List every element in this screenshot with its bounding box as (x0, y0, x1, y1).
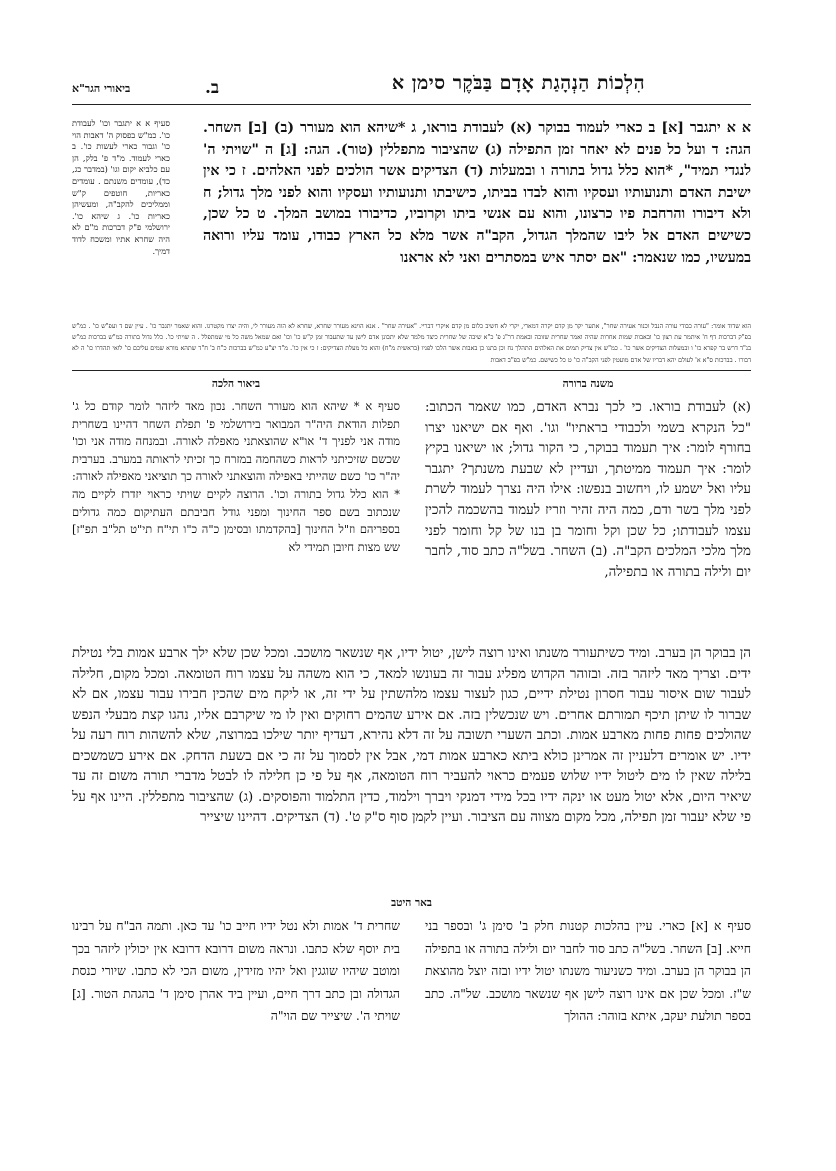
mishna-berura-heading: משנה ברורה (562, 378, 614, 390)
side-commentary: סעיף א א יתגבר וכו' לעבודת כו'. כמ"ש בפסוק ה' דאבות הוי כו' וגבור כארי לעשות כו'. ב כארי לעמוד. מ"ד פ' בלק, הן עם כלביא יקום וגו' (במדבר כג, כד), עומדים משנתם . עומדים כאריות, חוטפים ק"ש וממליכים להקב"ה, ומעשיהן כאריות כו'. ג שיהא כו'. ירושלמי פ"ק דברכות מ"ם לא היה שחרא אתיו ומשכח לדוד דמיך. (72, 118, 170, 256)
page-number: ב. (205, 78, 220, 98)
main-text: א א יתגבר [א] ב כארי לעמוד בבוקר (א) לעבודת בוראו, ג *שיהא הוא מעורר (ב) [ב] השחר. הגה: ד ועל כל פנים לא יאחר זמן התפילה (ג) שהציבור מתפללין (טור). הגה: [ג] ה "שויתי ה' לנגדי תמיד", *הוא כלל גדול בתורה ו ובמעלות (ד) הצדיקים אשר הולכים לפני האלהים. ז כי אין ישיבת האדם ותנועותיו ועסקיו והוא לבדו בביתו, כישיבתו ותנועותיו ועסקיו והוא לפני מלך גדול; ח ולא דיבורו והרחבת פיו כרצונו, והוא עם אנשי ביתו וקרוביו, כדיבורו במושב המלך. ט כל שכן, כשישים האדם אל ליבו שהמלך הגדול, הקב"ה אשר מלא כל הארץ כבודו, עומד עליו ורואה במעשיו, כמו שנאמר: "אם יסתר איש במסתרים ואני לא אראנו (203, 120, 751, 266)
biur-halacha-heading: ביאור הלכה (211, 378, 261, 390)
baer-heitev-heading: באר היטב (391, 897, 432, 909)
mishna-berura-text: (א) לעבודת בוראו. כי לכך נברא האדם, כמו שאמר הכתוב: "כל הנקרא בשמי ולכבודי בראתיו" וגו'. ואף אם ישיאנו יצרו בחורף לומר: איך תעמוד בבוקר, כי הקור גדול; או ישיאנו בקיץ לומר: איך תעמוד ממיטתך, ועדיין לא שבעת משנתך? יתגבר עליו ואל ישמע לו, ויחשוב בנפשו: אילו היה נצרך לעמוד לשרת לפני מלך בשר ודם, כמה היה זהיר וזריז לעמוד בהשכמה להכין עצמו לעבודתו; כל שכן וקל וחומר בן בנו של קל וחומר לפני מלך מלכי המלכים הקב"ה. (ב) השחר. בשל"ה כתב סוד, לחבר יום ולילה בתורה או בתפילה, (425, 400, 751, 580)
section-rule (72, 370, 751, 371)
mishna-berura-continuation: הן בבוקר הן בערב. ומיד כשיתעורר משנתו ואינו רוצה לישן, יטול ידיו, אף שנשאר מושכב. ומכל שכן שלא ילך ארבע אמות בלי נטילת ידים. וצריך מאד ליזהר בזה. ובזוהר הקדוש מפליג עבור זה בעונשו למאד, כי הוא משהה על עצמו רוח הטומאה. ומכל מקום, חלילה לעבור שום איסור עבור חסרון נטילת ידיים, כגון לעצור עצמו מלהשתין על ידי זה, או ליקח מים שהכין חבירו עבור עצמו, אם לא שברור לו שיתן תיכף תמורתם אחרים. ויש שנכשלין בזה. אם אירע שהמים רחוקים ואין לו מי שיקרבם אליו, נהגו קצת מבעלי הנפש שהולכים פחות פחות מארבע אמות. וכתב השערי תשובה על זה דלא נהירא, דעדיף יותר שילכו במרוצה, שלא להשהות רוח רעה על ידיו. יש אומרים דלעניין זה אמרינן כולא ביתא כארבע אמות דמי, אבל אין לסמוך על זה כי אם בשעת הדחק. אם אירע כשמשכים בלילה שאין לו מים ליטול ידיו שלוש פעמים כראוי להעביר רוח הטומאה, אף על פי כן חלילה לו לבטל מדברי תורה משום זה עד שיאיר היום, אלא יטול מעט או ינקה ידיו בכל מידי דמנקי ויברך וילמוד, כדין התלמוד והפוסקים. (ג) שהציבור מתפללין. היינו אף על פי שלא יעבור זמן תפילה, מכל מקום מצווה עם הציבור. ועיין לקמן סוף ס"ק ט'. (ד) הצדיקים. דהיינו שיצייר (72, 646, 751, 825)
header-rule (72, 104, 751, 105)
page-title: הִלְכוֹת הַנְהָגַת אָדָם בַּבֹּקֶר סימן א (391, 72, 645, 94)
small-notes: הוא שדוד אומר: "עורה כבודי עורה הנבל וכנור אעירה שחר", אתער יקר מן קדם יקרה דמארי, יקרי לא חשיב כלום מן קדם איקרי דבריי. "אעירה שחר" . אנא הוינא מעורר שחרא, שחרא לא הוה מעורר לי, והיה יצרו מקטרגו. והוא שאמר יתגבר כו' . עיין שם ד ועפ"ש כו' . כמ"ש בפ"ק דברכות דף ח' איתמר עת רצון כו' ובאבות שמות אחרות שהיה ואמר שחרית שזוכה ובאמת דר"ג פ' כ"א שיבה של שחרית כיצד מלמד שלא יתבונן אדם לישן עד שתעבור זמן ק"ש כו' וכו' ואם שמאל משה כל מי שמתפלל . ה שויתי כו'. כלל גדול בתורה כמ"ש בברכות כמ"ש בנ"ד דרש בר קפרא כו' ו ובמעלות הצדיקים אשר כו' . כמ"ש אין צדיק תמים את האלהים התהלך נח וכן בתנו כן באבות אשר הלכו לפניו (בראשית מ"ח) והוא כל מעלת הצדיקים: ז כי אין כו'. מ"ד יצ"ע כמ"ש בברכות כ"ח ב' ח"ד שתהא מורא שמים עליכם כו' לואי תהדרו כו' ה לא דבורו . בברכות ס"א א' לעולם יהא דבריו של אדם מועטין לפני הקב"ה כו' ט כל כשישם. כמ"ש בפ"ב דאבות (72, 323, 751, 364)
biur-halacha-text: סעיף א * שיהא הוא מעורר השחר. נכון מאד ליזהר לומר קודם כל ג' תפלות הודאת היה"ר המבואר בירושלמי פ' תפלת השחר דהיינו בשחרית מודה אני לפניך ד' או"א שהוצאתני מאפלה לאורה. ובמנחה מודה אני וכו' שכשם שזיכיתני לראות כשהחמה במזרח כך זכיתי לראותה במערב. בערבית יה"ר כו' כשם שהייתי באפילה והוצאתני לאורה כך תוציאני מאפילה לאורה: * הוא כלל גדול בתורה וכו'. הרוצה לקיים שויתי כראוי יזדרז לקיים מה שנכתוב בשם ספר החינוך ומפני גודל חביבתם העתיקום כמה גדולים בספריהם וז"ל החינוך [בהקדמתו ובסימן כ"ה כ"ו תי"ח תי"ט תל"ב תפ"ז] שש מצות חיובן תמידי לא (72, 399, 400, 554)
side-commentary-title: ביאורי הגר"א (72, 82, 131, 95)
baer-heitev-left: שחרית ד' אמות ולא נטל ידיו חייב כו' עד כאן. ותמה הב"ח על רבינו בית יוסף שלא כתבו. ונראה משום דרובא דרובא אין יכולין ליזהר בכך ומוטב שיהיו שוגגין ואל יהיו מזידין, משום הכי לא כתבו. שיורי כנסת הגדולה ובן כתב דרך חיים, ועיין ביד אהרן סימן ד' בהגהת הטור. [ג] שויתי ה'. שיצייר שם הוי"ה (72, 919, 400, 1024)
baer-heitev-right: סעיף א [א] כארי. עיין בהלכות קטנות חלק ב' סימן ג' ובספר בני חייא. [ב] השחר. בשל"ה כתב סוד לחבר יום ולילה בתורה או בתפילה הן בבוקר הן בערב. ומיד כשניעור משנתו יטול ידיו ובזה יוצל מהוצאת ש"ז. ומכל שכן אם אינו רוצה לישן אף שנשאר מושכב. של"ה. כתב בספר תולעת יעקב, איתא בזוהר: ההולך (425, 919, 751, 1024)
